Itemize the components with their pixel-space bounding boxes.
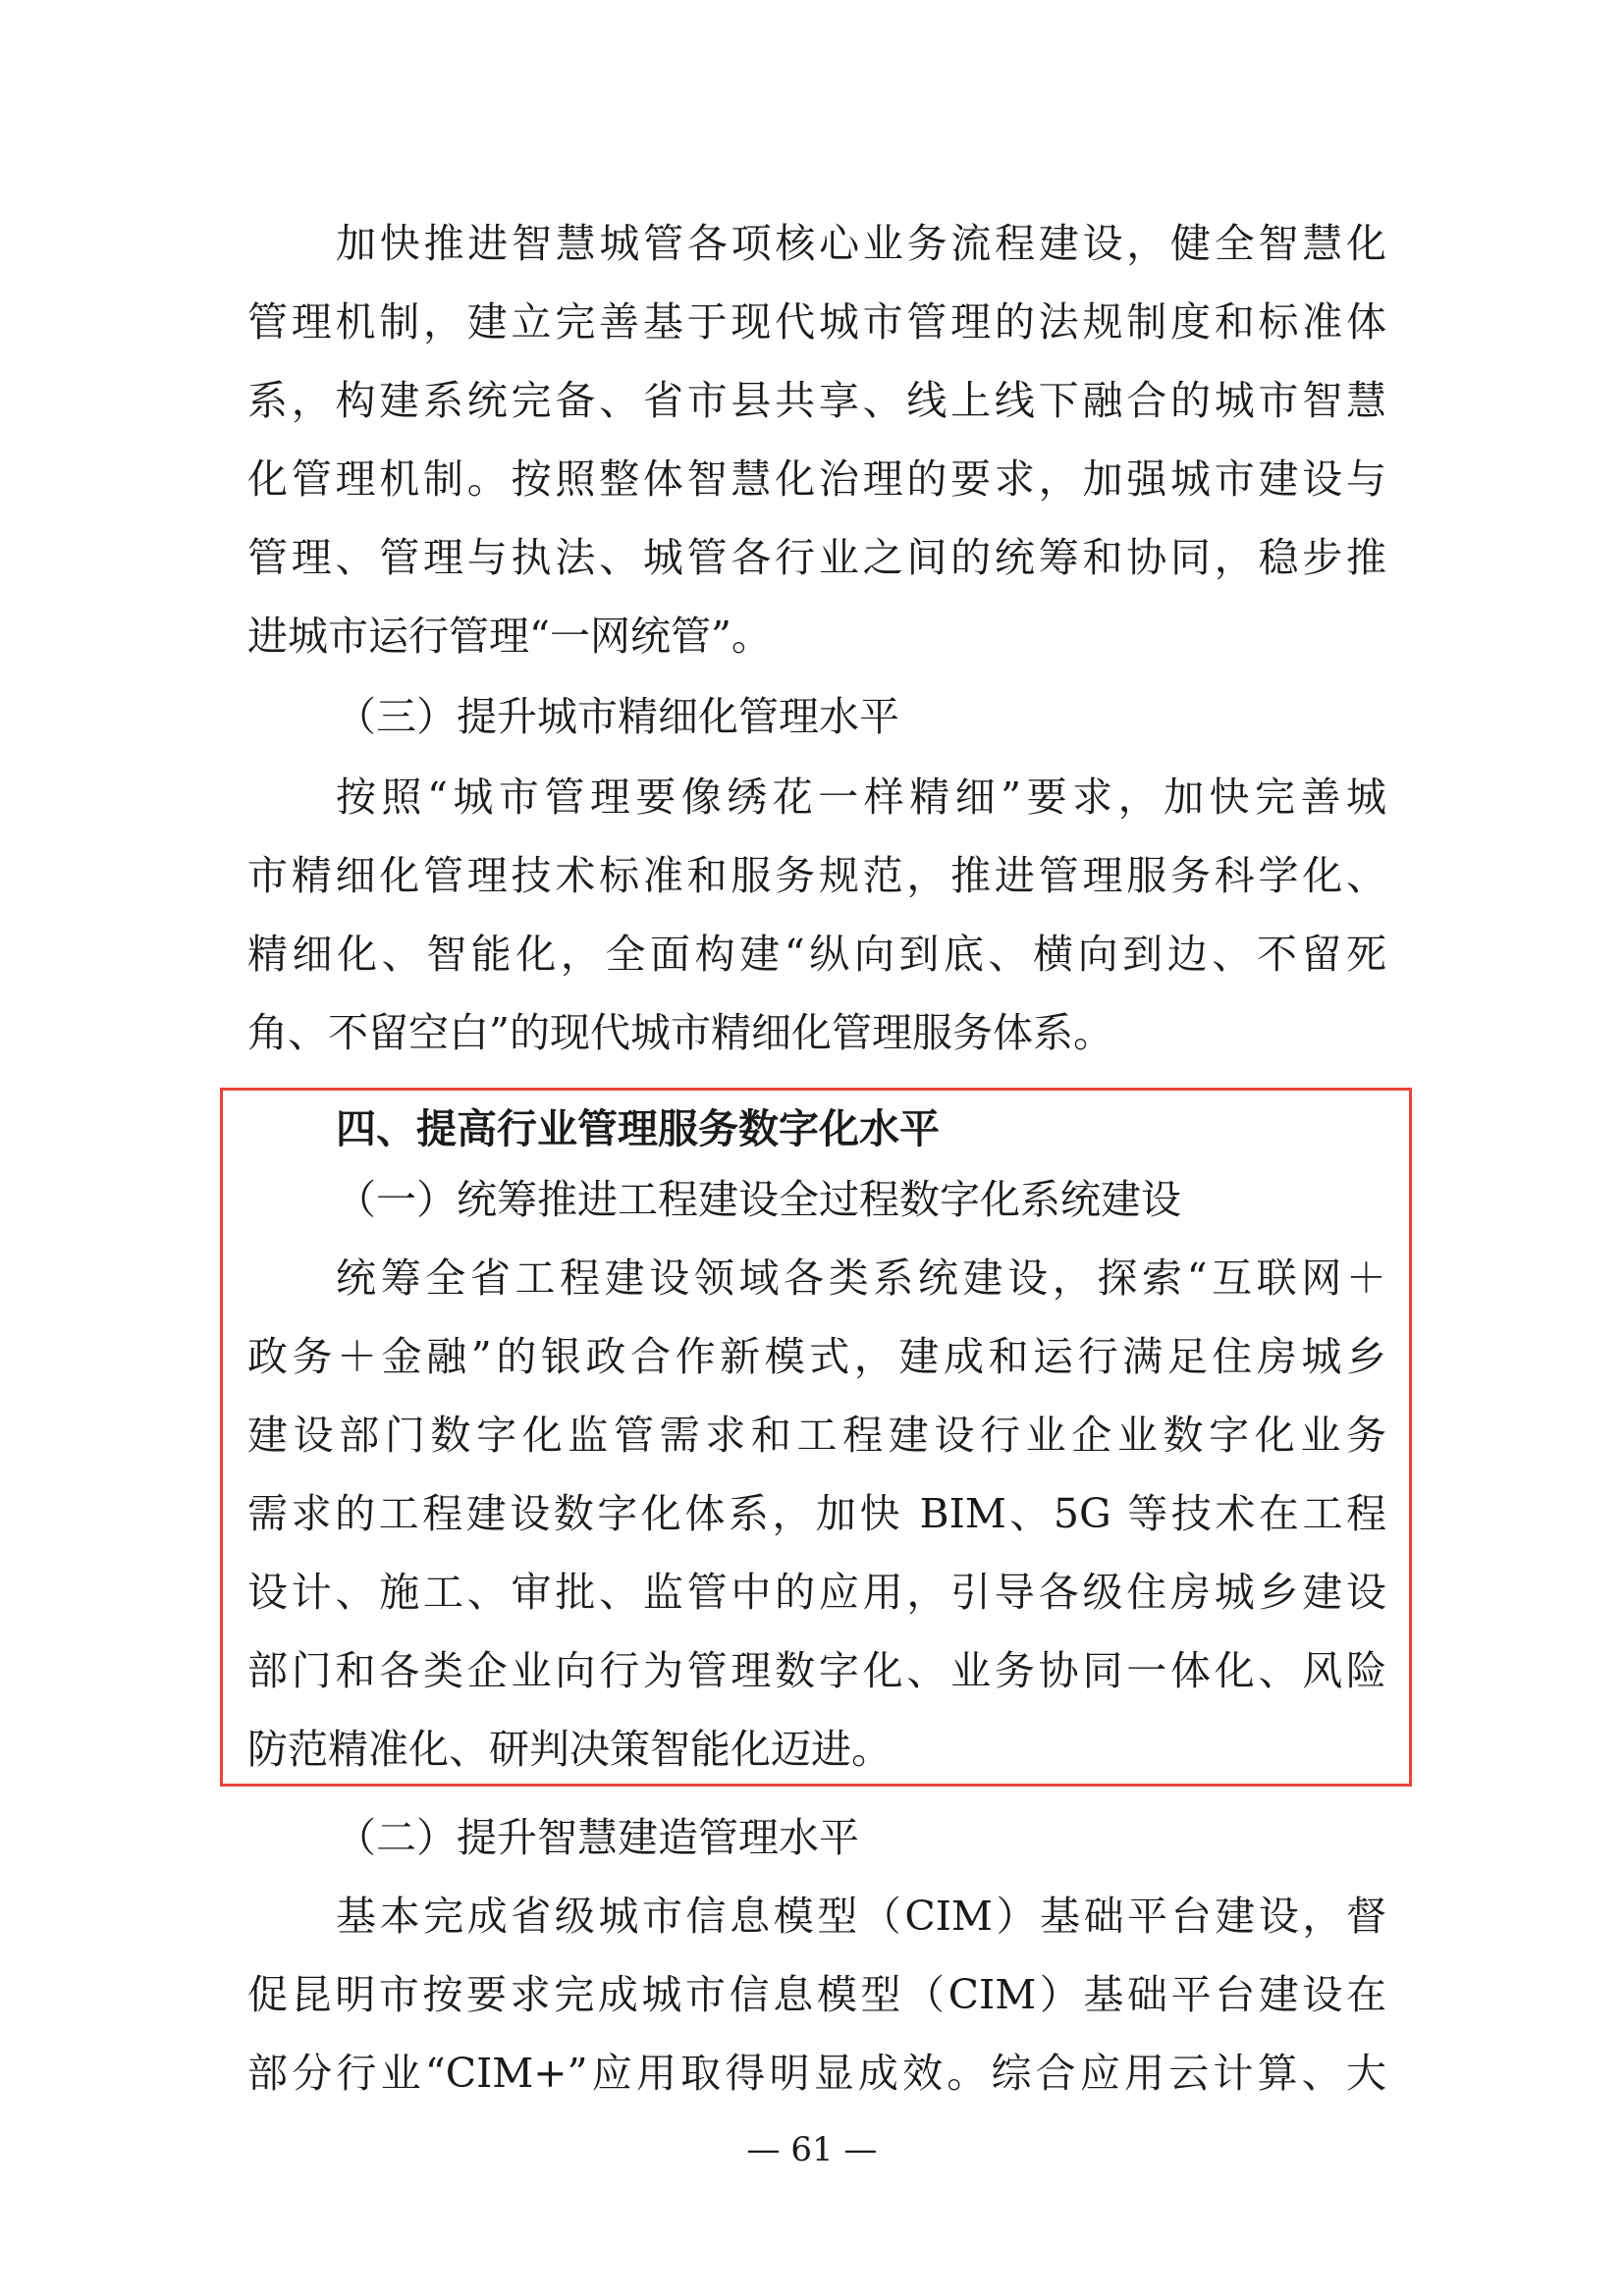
paragraph-line: 统筹全省工程建设领域各类系统建设，探索“互联网＋ [336,1255,1386,1302]
paragraph-line: 需求的工程建设数字化体系，加快 BIM、5G 等技术在工程 [247,1490,1386,1537]
paragraph-line: 部门和各类企业向行为管理数字化、业务协同一体化、风险 [247,1647,1386,1694]
paragraph-line: 加快推进智慧城管各项核心业务流程建设，健全智慧化 [336,220,1386,267]
paragraph-line: 系，构建系统完备、省市县共享、线上线下融合的城市智慧 [247,377,1386,424]
chapter-heading: 四、提高行业管理服务数字化水平 [336,1105,940,1152]
paragraph-line: 防范精准化、研判决策智能化迈进。 [247,1726,892,1773]
paragraph-line: 管理、管理与执法、城管各行业之间的统筹和协同，稳步推 [247,534,1386,581]
paragraph-line: 建设部门数字化监管需求和工程建设行业企业数字化业务 [247,1412,1386,1459]
paragraph-line: 进城市运行管理“一网统管”。 [247,613,772,660]
subsection-heading: （一）统筹推进工程建设全过程数字化系统建设 [336,1176,1181,1223]
paragraph-line: 政务＋金融”的银政合作新模式，建成和运行满足住房城乡 [247,1333,1386,1380]
paragraph-line: 按照“城市管理要像绣花一样精细”要求，加快完善城 [336,774,1386,821]
paragraph-line: 促昆明市按要求完成城市信息模型（CIM）基础平台建设在 [247,1971,1386,2018]
paragraph-line: 部分行业“CIM+”应用取得明显成效。综合应用云计算、大 [247,2050,1386,2097]
paragraph-line: 化管理机制。按照整体智慧化治理的要求，加强城市建设与 [247,455,1386,503]
section-heading: （三）提升城市精细化管理水平 [336,693,899,740]
paragraph-line: 设计、施工、审批、监管中的应用，引导各级住房城乡建设 [247,1569,1386,1616]
paragraph-line: 角、不留空白”的现代城市精细化管理服务体系。 [247,1009,1113,1056]
paragraph-line: 管理机制，建立完善基于现代城市管理的法规制度和标准体 [247,298,1386,346]
subsection-heading: （二）提升智慧建造管理水平 [336,1814,859,1861]
paragraph-line: 市精细化管理技术标准和服务规范，推进管理服务科学化、 [247,852,1386,899]
paragraph-line: 精细化、智能化，全面构建“纵向到底、横向到边、不留死 [247,931,1386,978]
page-number: — 61 — [746,2130,878,2169]
paragraph-line: 基本完成省级城市信息模型（CIM）基础平台建设，督 [336,1893,1386,1940]
